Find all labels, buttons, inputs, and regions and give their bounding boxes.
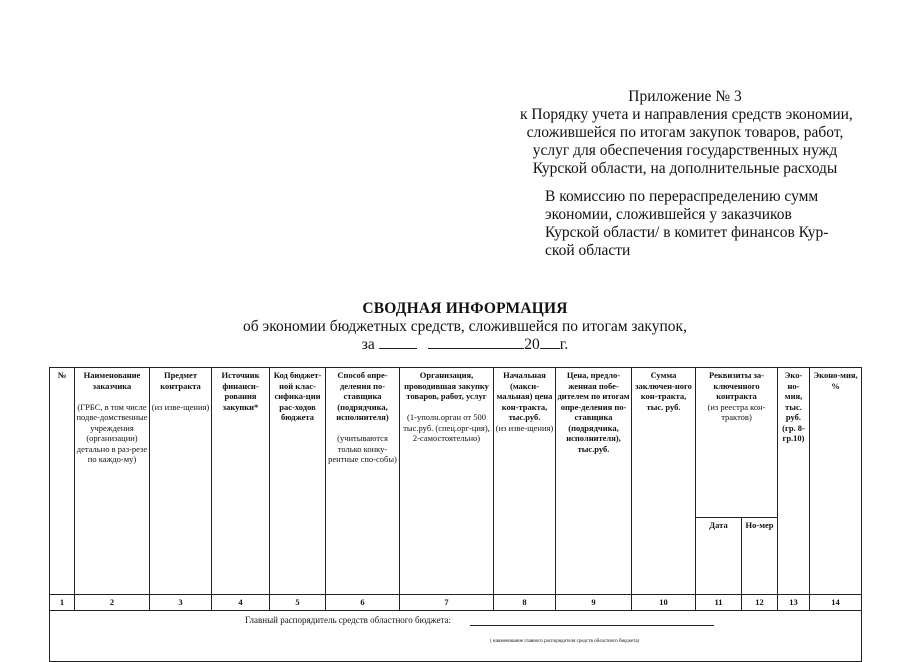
column-number: 7 (400, 595, 494, 611)
recipient-line: экономии, сложившейся у заказчиков (545, 206, 792, 223)
col-header-savings-percent: Эконо-мия, % (810, 368, 862, 595)
recipient-line: В комиссию по перераспределению сумм (545, 188, 819, 205)
appendix-header (520, 88, 853, 178)
footer-row (50, 610, 862, 661)
summary-table (49, 367, 862, 662)
appendix-line: к Порядку учета и направления средств экономии, (520, 106, 853, 123)
col-header-savings-amount: Эко-но-мия, тыс. руб. (гр. 8-гр.10) (778, 368, 810, 595)
period-prefix: за (361, 336, 375, 353)
col-header-number: № (50, 368, 75, 595)
column-number-row (50, 595, 862, 611)
col-header-customer: Наименование заказчика (ГРБС, в том числе подве-домственные учреждения (организации) детально в раз-резе по каждо-му) (75, 368, 150, 595)
column-number: 10 (632, 595, 696, 611)
column-number: 8 (494, 595, 556, 611)
appendix-line: Приложение № 3 (628, 88, 742, 105)
column-number: 6 (326, 595, 400, 611)
period-suffix: г. (559, 336, 569, 353)
footer-signature-line[interactable] (470, 625, 714, 626)
recipient-block (545, 188, 845, 260)
period-blank-day[interactable] (379, 336, 417, 349)
period-blank-month[interactable] (428, 336, 524, 349)
footer-hint: ( наименование главного распорядителя средств областного бюджета) (490, 638, 640, 644)
col-subheader-date: Дата (696, 518, 742, 595)
appendix-line: сложившейся по итогам закупок товаров, работ, (526, 124, 844, 141)
col-header-winner-price: Цена, предло-женная побе-дителем по итогам опре-деления по-ставщика (подрядчика, исполнителя), тыс.руб. (556, 368, 632, 595)
column-number: 9 (556, 595, 632, 611)
period-year-prefix: 20 (524, 336, 540, 353)
period-blank-year[interactable] (540, 336, 560, 349)
footer-label: Главный распорядитель средств областного бюджета: (245, 614, 452, 625)
column-number: 1 (50, 595, 75, 611)
column-number: 4 (212, 595, 270, 611)
reporting-period (0, 336, 905, 354)
col-header-supplier-method: Способ опре-деления по-ставщика (подрядчика, исполнителя) (учитываются только конку-рентные спо-собы) (326, 368, 400, 595)
appendix-line: услуг для обеспечения государственных нужд (532, 142, 838, 159)
footer-cell (50, 610, 862, 661)
column-number: 12 (742, 595, 778, 611)
summary-table-wrapper (49, 367, 862, 662)
document-subtitle: об экономии бюджетных средств, сложившейся по итогам закупок, (243, 318, 687, 335)
recipient-line: Курской области/ в комитет финансов Кур- (545, 224, 829, 241)
appendix-line: Курской области, на дополнительные расходы (532, 160, 838, 177)
col-subheader-number: Но-мер (742, 518, 778, 595)
document-title: СВОДНАЯ ИНФОРМАЦИЯ (362, 300, 568, 317)
col-header-contract-sum: Сумма заключен-ного кон-тракта, тыс. руб. (632, 368, 696, 595)
column-number: 14 (810, 595, 862, 611)
column-number: 3 (150, 595, 212, 611)
col-header-initial-price: Начальная (макси-мальная) цена кон-тракта, тыс.руб. (из изве-щения) (494, 368, 556, 595)
column-number: 13 (778, 595, 810, 611)
column-number: 5 (270, 595, 326, 611)
col-header-contract-details: Реквизиты за-ключенного контракта (из реестра кон-трактов) (696, 368, 778, 518)
table-header-row (50, 368, 862, 518)
column-number: 2 (75, 595, 150, 611)
col-header-subject: Предмет контракта (из изве-щения) (150, 368, 212, 595)
col-header-funding-source: Источник финанси-рования закупки* (212, 368, 270, 595)
column-number: 11 (696, 595, 742, 611)
col-header-budget-code: Код бюджет-ной клас-сифика-ции рас-ходов бюджета (270, 368, 326, 595)
recipient-line: ской области (545, 242, 631, 259)
col-header-procuring-org: Организация, проводившая закупку товаров, работ, услуг (1-уполн.орган от 500 тыс.руб. (спец.орг-ция), 2-самостоятельно) (400, 368, 494, 595)
